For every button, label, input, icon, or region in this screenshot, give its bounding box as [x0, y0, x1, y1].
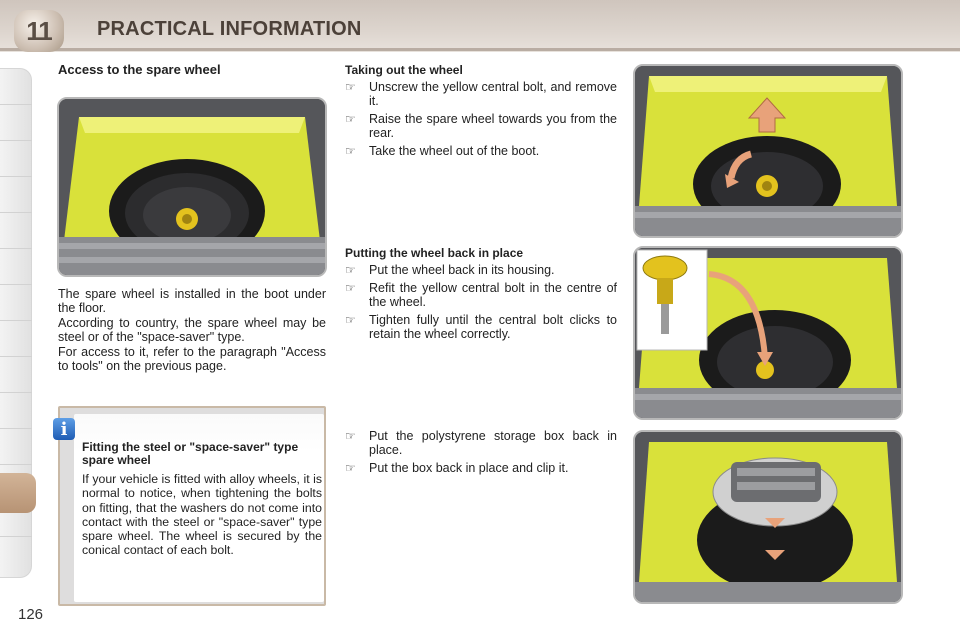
hand-pointer-icon: ☞: [345, 80, 356, 94]
list-item-text: Raise the spare wheel towards you from the rear.: [369, 112, 617, 140]
taking-out-heading: Taking out the wheel: [345, 63, 463, 77]
chapter-tab[interactable]: [0, 249, 32, 285]
list-item-text: Refit the yellow central bolt in the centre of the wheel.: [369, 281, 617, 309]
list-item-text: Put the polystyrene storage box back in place.: [369, 429, 617, 457]
chapter-tab-active[interactable]: [0, 473, 36, 513]
info-box-title: Fitting the steel or "space-saver" type spare wheel: [82, 440, 299, 467]
chapter-badge: [14, 10, 64, 52]
list-item: [345, 429, 617, 457]
hand-pointer-icon: ☞: [345, 112, 356, 126]
intro-paragraph: The spare wheel is installed in the boot under the floor.: [58, 287, 326, 315]
chapter-tab[interactable]: [0, 429, 32, 465]
hand-pointer-icon: ☞: [345, 461, 356, 475]
list-item-text: Put the box back in place and clip it.: [369, 461, 569, 475]
list-item: [345, 80, 617, 108]
list-item-text: Take the wheel out of the boot.: [369, 144, 540, 158]
hand-pointer-icon: ☞: [345, 313, 356, 327]
chapter-tab[interactable]: [0, 105, 32, 141]
list-item: [345, 263, 617, 277]
intro-text: [58, 287, 326, 374]
chapter-tab[interactable]: [0, 285, 32, 321]
hand-pointer-icon: ☞: [345, 144, 356, 158]
chapter-tab[interactable]: [0, 321, 32, 357]
header-rule: [0, 48, 960, 51]
hand-pointer-icon: ☞: [345, 429, 356, 443]
chapter-tab[interactable]: [0, 213, 32, 249]
chapter-tab[interactable]: [0, 141, 32, 177]
list-item-text: Put the wheel back in its housing.: [369, 263, 555, 277]
intro-paragraph: For access to it, refer to the paragraph "Access to tools" on the previous page.: [58, 345, 326, 373]
list-item-text: Tighten fully until the central bolt clicks to retain the wheel correctly.: [369, 313, 617, 341]
page-number: 126: [18, 606, 44, 623]
taking-out-list: [345, 80, 617, 162]
refit-bolt-photo: [633, 246, 903, 420]
chapter-tab[interactable]: [0, 393, 32, 429]
list-item: [345, 144, 617, 158]
chapter-tab[interactable]: [0, 177, 32, 213]
spare-wheel-photo: [57, 97, 327, 277]
storage-box-photo: [633, 430, 903, 604]
chapter-number: 11: [26, 15, 52, 46]
page-title: PRACTICAL INFORMATION: [97, 18, 362, 40]
section-heading: Access to the spare wheel: [58, 62, 221, 77]
unscrew-bolt-photo: [633, 64, 903, 238]
list-item: [345, 461, 617, 475]
putting-back-list: [345, 263, 617, 345]
list-item: [345, 281, 617, 309]
list-item-text: Unscrew the yellow central bolt, and remove it.: [369, 80, 617, 108]
list-item: [345, 313, 617, 341]
list-item: [345, 112, 617, 140]
intro-paragraph: According to country, the spare wheel may be steel or of the "space-saver" type.: [58, 316, 326, 344]
hand-pointer-icon: ☞: [345, 263, 356, 277]
hand-pointer-icon: ☞: [345, 281, 356, 295]
storage-list: [345, 429, 617, 479]
info-icon: i: [53, 418, 75, 440]
info-box-text: If your vehicle is fitted with alloy wheels, it is normal to notice, when tightening the bolts on fitting, that the washers do not come into contact with the steel or "space-saver" type spare wheel. The wheel is secured by the conical contact of each bolt.: [82, 472, 322, 558]
chapter-tab[interactable]: [0, 357, 32, 393]
putting-back-heading: Putting the wheel back in place: [345, 246, 524, 260]
chapter-tab[interactable]: [0, 69, 32, 105]
